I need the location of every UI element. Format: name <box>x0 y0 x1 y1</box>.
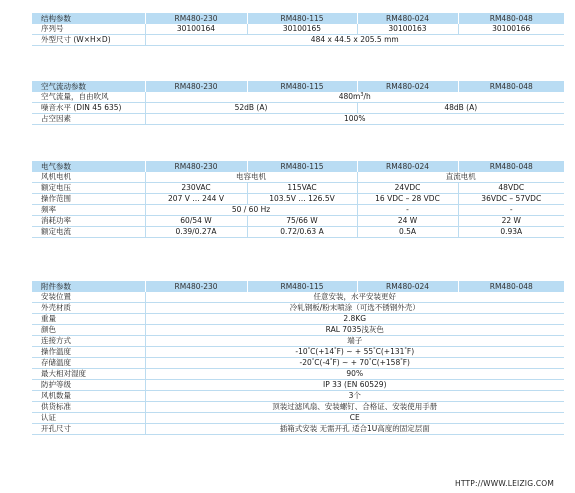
table-row <box>32 194 564 205</box>
model-header: RM480-048 <box>458 281 564 292</box>
cell: 22 W <box>458 216 564 227</box>
row-label: 占空因素 <box>32 114 145 125</box>
cell: 207 V … 244 V <box>145 194 247 205</box>
row-label: 供货标准 <box>32 402 145 413</box>
table-row <box>32 325 564 336</box>
cell: 顶装过滤风扇、安装螺钉、合格证、安装使用手册 <box>145 402 564 413</box>
electrical-params-table <box>32 161 564 238</box>
table-row <box>32 216 564 227</box>
cell: 24 W <box>357 216 458 227</box>
row-label: 消耗功率 <box>32 216 145 227</box>
cell: 90% <box>145 369 564 380</box>
cell: -20°C(-4°F) ~ + 70°C(+158°F) <box>145 358 564 369</box>
row-label: 连接方式 <box>32 336 145 347</box>
airflow-params-table <box>32 81 564 125</box>
row-label: 风机电机 <box>32 172 145 183</box>
table-row <box>32 114 564 125</box>
cell: - <box>458 205 564 216</box>
table-row <box>32 391 564 402</box>
cell: 0.5A <box>357 227 458 238</box>
cell: 2.8KG <box>145 314 564 325</box>
cell: 30100165 <box>247 24 357 35</box>
model-header: RM480-048 <box>458 161 564 172</box>
cell: 230VAC <box>145 183 247 194</box>
model-header: RM480-115 <box>247 13 357 24</box>
row-label: 额定电流 <box>32 227 145 238</box>
model-header: RM480-048 <box>458 81 564 92</box>
cell: 端子 <box>145 336 564 347</box>
table-row <box>32 336 564 347</box>
table-row <box>32 292 564 303</box>
model-header: RM480-230 <box>145 281 247 292</box>
row-label: 重量 <box>32 314 145 325</box>
table-row <box>32 402 564 413</box>
cell: IP 33 (EN 60529) <box>145 380 564 391</box>
table-header-row <box>32 281 564 292</box>
model-header: RM480-230 <box>145 13 247 24</box>
table-row <box>32 358 564 369</box>
table-row <box>32 347 564 358</box>
cell: 36VDC – 57VDC <box>458 194 564 205</box>
table-row <box>32 314 564 325</box>
row-label: 空气流量，自由吹风 <box>32 92 145 103</box>
table-row <box>32 369 564 380</box>
cell: -10°C(+14°F) ~ + 55°C(+131°F) <box>145 347 564 358</box>
cell: 30100163 <box>357 24 458 35</box>
table-row <box>32 183 564 194</box>
cell: 484 x 44.5 x 205.5 mm <box>145 35 564 46</box>
row-label: 安装位置 <box>32 292 145 303</box>
cell: 0.72/0.63 A <box>247 227 357 238</box>
row-label: 操作温度 <box>32 347 145 358</box>
cell: 50 / 60 Hz <box>145 205 357 216</box>
row-label: 操作范围 <box>32 194 145 205</box>
row-label: 额定电压 <box>32 183 145 194</box>
row-label: 外型尺寸 (W×H×D) <box>32 35 145 46</box>
cell: 75/66 W <box>247 216 357 227</box>
row-label: 频率 <box>32 205 145 216</box>
table-row <box>32 35 564 46</box>
row-label: 颜色 <box>32 325 145 336</box>
accessory-params-table <box>32 281 564 435</box>
cell: 115VAC <box>247 183 357 194</box>
section-title: 附件参数 <box>32 281 145 292</box>
row-label: 风机数量 <box>32 391 145 402</box>
model-header: RM480-024 <box>357 81 458 92</box>
table-row <box>32 413 564 424</box>
table-header-row <box>32 81 564 92</box>
table-row <box>32 424 564 435</box>
table-row <box>32 303 564 314</box>
cell: 0.39/0.27A <box>145 227 247 238</box>
cell: CE <box>145 413 564 424</box>
cell: RAL 7035浅灰色 <box>145 325 564 336</box>
table-row <box>32 172 564 183</box>
cell: 0.93A <box>458 227 564 238</box>
cell: 24VDC <box>357 183 458 194</box>
row-label: 认证 <box>32 413 145 424</box>
section-title: 空气流动参数 <box>32 81 145 92</box>
table-header-row <box>32 13 564 24</box>
model-header: RM480-024 <box>357 13 458 24</box>
model-header: RM480-115 <box>247 281 357 292</box>
model-header: RM480-024 <box>357 161 458 172</box>
cell: 直流电机 <box>357 172 564 183</box>
row-label: 噪音水平 (DIN 45 635) <box>32 103 145 114</box>
model-header: RM480-230 <box>145 81 247 92</box>
cell: 60/54 W <box>145 216 247 227</box>
row-label: 开孔尺寸 <box>32 424 145 435</box>
section-title: 结构参数 <box>32 13 145 24</box>
model-header: RM480-048 <box>458 13 564 24</box>
cell: 100% <box>145 114 564 125</box>
table-row <box>32 227 564 238</box>
cell: 48VDC <box>458 183 564 194</box>
model-header: RM480-115 <box>247 161 357 172</box>
cell: 30100166 <box>458 24 564 35</box>
table-row <box>32 24 564 35</box>
row-label: 序列号 <box>32 24 145 35</box>
cell: 16 VDC – 28 VDC <box>357 194 458 205</box>
cell: 冷轧钢板/粉末喷涂（可选不锈钢外壳） <box>145 303 564 314</box>
cell: 3个 <box>145 391 564 402</box>
cell: $480m^3/h$ <box>145 92 564 103</box>
model-header: RM480-230 <box>145 161 247 172</box>
row-label: 最大相对湿度 <box>32 369 145 380</box>
row-label: 存储温度 <box>32 358 145 369</box>
table-row <box>32 380 564 391</box>
cell: 52dB (A) <box>145 103 357 114</box>
cell: 103.5V … 126.5V <box>247 194 357 205</box>
cell: 48dB (A) <box>357 103 564 114</box>
model-header: RM480-115 <box>247 81 357 92</box>
table-header-row <box>32 161 564 172</box>
cell: 任意安装，水平安装更好 <box>145 292 564 303</box>
table-row <box>32 205 564 216</box>
structure-params-table <box>32 13 564 46</box>
cell: 电容电机 <box>145 172 357 183</box>
cell: - <box>357 205 458 216</box>
table-row <box>32 103 564 114</box>
row-label: 防护等级 <box>32 380 145 391</box>
row-label: 外壳材质 <box>32 303 145 314</box>
cell: 30100164 <box>145 24 247 35</box>
footer-url[interactable]: HTTP://WWW.LEIZIG.COM <box>455 479 555 488</box>
table-row <box>32 92 564 103</box>
model-header: RM480-024 <box>357 281 458 292</box>
cell: 插箱式安装 无需开孔 适合1U高度的固定层面 <box>145 424 564 435</box>
section-title: 电气参数 <box>32 161 145 172</box>
